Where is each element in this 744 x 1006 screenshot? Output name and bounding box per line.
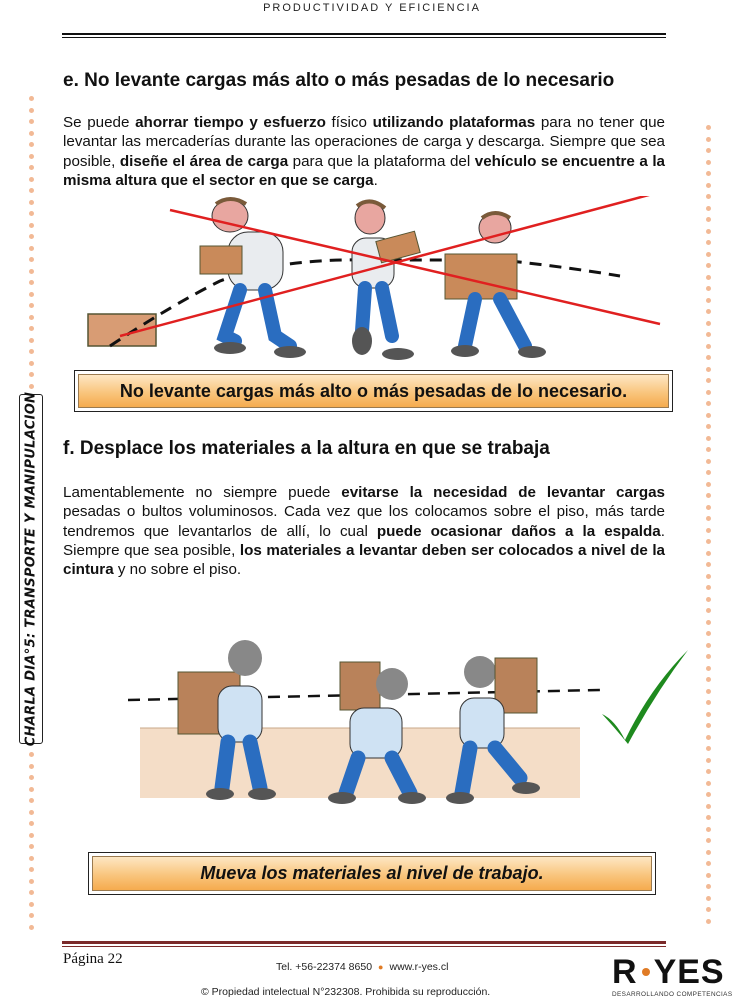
decorative-dot xyxy=(29,188,34,193)
decorative-dot xyxy=(706,286,711,291)
illustration-incorrect-lifting xyxy=(80,196,680,366)
decorative-dot xyxy=(29,119,34,124)
decorative-dot xyxy=(706,907,711,912)
decorative-dot xyxy=(706,263,711,268)
decorative-dot xyxy=(706,712,711,717)
check-mark-icon xyxy=(602,650,688,744)
emphasis-text: los materiales a levantar deben ser colocados a nivel de la cintura xyxy=(63,541,665,579)
decorative-dot xyxy=(29,154,34,159)
decorative-dot xyxy=(29,211,34,216)
decorative-dot xyxy=(706,677,711,682)
header-rule-thin xyxy=(62,37,666,38)
decorative-dot xyxy=(29,108,34,113)
right-dot-border xyxy=(706,125,712,930)
decorative-dot xyxy=(706,482,711,487)
company-logo xyxy=(612,953,733,1001)
decorative-dot xyxy=(29,338,34,343)
decorative-dot xyxy=(706,275,711,280)
decorative-dot xyxy=(29,246,34,251)
footer-rule xyxy=(62,941,666,944)
decorative-dot xyxy=(29,810,34,815)
left-dot-border-top xyxy=(29,96,35,395)
decorative-dot xyxy=(29,384,34,389)
body-text: y no sobre el piso. xyxy=(113,561,242,579)
logo-dot-icon xyxy=(642,968,650,976)
decorative-dot xyxy=(29,361,34,366)
decorative-dot xyxy=(29,902,34,907)
section-f-heading: f. Desplace los materiales a la altura en que se trabaja xyxy=(63,438,550,459)
decorative-dot xyxy=(706,643,711,648)
decorative-dot xyxy=(706,896,711,901)
header-title: PRODUCTIVIDAD Y EFICIENCIA xyxy=(263,2,481,14)
decorative-dot xyxy=(706,792,711,797)
decorative-dot xyxy=(706,171,711,176)
decorative-dot xyxy=(706,827,711,832)
decorative-dot xyxy=(29,131,34,136)
side-label-box xyxy=(19,391,43,747)
body-text: para no tener que levantar las mercaderías durante las operaciones de carga y descarga. Siempre que sea posible, xyxy=(63,114,665,170)
section-e-heading: e. No levante cargas más alto o más pesadas de lo necesario xyxy=(63,70,615,91)
decorative-dot xyxy=(29,326,34,331)
decorative-dot xyxy=(706,551,711,556)
footer-rule-thin xyxy=(62,946,666,947)
decorative-dot xyxy=(29,775,34,780)
phone-number: Tel. +56-22374 8650 xyxy=(276,961,373,973)
copyright-notice: © Propiedad intelectual N°232308. Prohibida su reproducción. xyxy=(201,986,491,998)
decorative-dot xyxy=(29,798,34,803)
body-text: Lamentablemente no siempre puede xyxy=(63,484,342,501)
decorative-dot xyxy=(706,689,711,694)
body-text: físico xyxy=(325,114,373,131)
decorative-dot xyxy=(706,252,711,257)
decorative-dot xyxy=(706,700,711,705)
body-text: . xyxy=(373,171,378,189)
decorative-dot xyxy=(706,562,711,567)
emphasis-text: ahorrar tiempo y esfuerzo xyxy=(135,114,326,131)
decorative-dot xyxy=(706,459,711,464)
website-link[interactable]: www.r-yes.cl xyxy=(389,961,449,973)
contact-line xyxy=(276,961,448,973)
decorative-dot xyxy=(706,436,711,441)
left-dot-border-bottom xyxy=(29,752,35,936)
decorative-dot xyxy=(706,378,711,383)
decorative-dot xyxy=(706,539,711,544)
decorative-dot xyxy=(29,844,34,849)
section-e-banner-text: No levante cargas más alto o más pesadas de lo necesario. xyxy=(78,374,669,408)
decorative-dot xyxy=(706,424,711,429)
decorative-dot xyxy=(706,873,711,878)
decorative-dot xyxy=(706,620,711,625)
decorative-dot xyxy=(29,787,34,792)
emphasis-text: utilizando plataformas xyxy=(372,114,536,131)
decorative-dot xyxy=(706,367,711,372)
decorative-dot xyxy=(706,516,711,521)
decorative-dot xyxy=(29,349,34,354)
decorative-dot xyxy=(706,183,711,188)
decorative-dot xyxy=(706,758,711,763)
decorative-dot xyxy=(706,194,711,199)
decorative-dot xyxy=(706,240,711,245)
decorative-dot xyxy=(29,752,34,757)
decorative-dot xyxy=(29,269,34,274)
decorative-dot xyxy=(706,332,711,337)
illustration-correct-lifting xyxy=(110,628,700,808)
decorative-dot xyxy=(29,292,34,297)
decorative-dot xyxy=(706,804,711,809)
decorative-dot xyxy=(706,608,711,613)
logo-tagline: DESARROLLANDO COMPETENCIAS xyxy=(612,991,733,998)
decorative-dot xyxy=(706,355,711,360)
decorative-dot xyxy=(29,925,34,930)
decorative-dot xyxy=(706,125,711,130)
decorative-dot xyxy=(706,137,711,142)
decorative-dot xyxy=(706,850,711,855)
decorative-dot xyxy=(706,505,711,510)
decorative-dot xyxy=(29,879,34,884)
decorative-dot xyxy=(706,746,711,751)
decorative-dot xyxy=(706,447,711,452)
section-f-banner-text: Mueva los materiales al nivel de trabajo. xyxy=(92,856,652,891)
decorative-dot xyxy=(706,470,711,475)
decorative-dot xyxy=(706,401,711,406)
decorative-dot xyxy=(29,177,34,182)
body-text: . Siempre que sea posible, xyxy=(63,522,665,559)
decorative-dot xyxy=(29,890,34,895)
decorative-dot xyxy=(706,321,711,326)
decorative-dot xyxy=(706,654,711,659)
decorative-dot xyxy=(706,884,711,889)
logo-wordmark: R YES xyxy=(612,953,725,991)
decorative-dot xyxy=(29,280,34,285)
decorative-dot xyxy=(29,867,34,872)
decorative-dot xyxy=(706,769,711,774)
decorative-dot xyxy=(706,217,711,222)
section-f-banner xyxy=(88,852,656,895)
decorative-dot xyxy=(706,838,711,843)
decorative-dot xyxy=(706,390,711,395)
decorative-dot xyxy=(706,206,711,211)
emphasis-text: diseñe el área de carga xyxy=(119,152,289,170)
decorative-dot xyxy=(706,666,711,671)
header-rule xyxy=(62,33,666,35)
decorative-dot xyxy=(706,597,711,602)
decorative-dot xyxy=(706,585,711,590)
decorative-dot xyxy=(29,856,34,861)
decorative-dot xyxy=(706,861,711,866)
decorative-dot xyxy=(29,142,34,147)
decorative-dot xyxy=(29,303,34,308)
decorative-dot xyxy=(706,148,711,153)
decorative-dot xyxy=(29,257,34,262)
side-label-text: CHARLA DIA°5: TRANSPORTE Y MANIPULACION xyxy=(23,391,39,747)
section-e-banner xyxy=(74,370,673,412)
bullet-separator-icon: ● xyxy=(378,962,384,972)
decorative-dot xyxy=(29,833,34,838)
decorative-dot xyxy=(29,165,34,170)
decorative-dot xyxy=(29,372,34,377)
decorative-dot xyxy=(29,223,34,228)
decorative-dot xyxy=(706,815,711,820)
decorative-dot xyxy=(706,229,711,234)
body-text: Se puede xyxy=(63,114,136,131)
decorative-dot xyxy=(29,96,34,101)
decorative-dot xyxy=(706,631,711,636)
body-text: para que la plataforma del xyxy=(288,152,475,170)
worker-figure-2 xyxy=(352,201,420,360)
decorative-dot xyxy=(706,413,711,418)
decorative-dot xyxy=(29,234,34,239)
emphasis-text: evitarse la necesidad de levantar cargas xyxy=(341,484,665,501)
body-text: pesadas o bultos voluminosos. Cada vez que los colocamos sobre el piso, más tarde tendremos que levantarlos de allí, lo cual xyxy=(63,503,665,540)
decorative-dot xyxy=(706,781,711,786)
decorative-dot xyxy=(706,574,711,579)
decorative-dot xyxy=(706,344,711,349)
decorative-dot xyxy=(29,200,34,205)
decorative-dot xyxy=(706,723,711,728)
decorative-dot xyxy=(706,493,711,498)
emphasis-text: puede ocasionar daños a la espalda xyxy=(376,522,661,540)
section-f-paragraph xyxy=(63,483,665,579)
decorative-dot xyxy=(29,821,34,826)
section-e-paragraph xyxy=(63,113,665,190)
decorative-dot xyxy=(706,735,711,740)
page-number: Página 22 xyxy=(63,951,123,967)
emphasis-text: vehículo se encuentre a la misma altura que el sector en que se carga xyxy=(63,152,665,189)
decorative-dot xyxy=(706,309,711,314)
decorative-dot xyxy=(29,764,34,769)
worker-figure-1 xyxy=(200,199,306,358)
decorative-dot xyxy=(706,298,711,303)
decorative-dot xyxy=(29,315,34,320)
decorative-dot xyxy=(706,160,711,165)
decorative-dot xyxy=(706,528,711,533)
decorative-dot xyxy=(29,913,34,918)
decorative-dot xyxy=(706,919,711,924)
